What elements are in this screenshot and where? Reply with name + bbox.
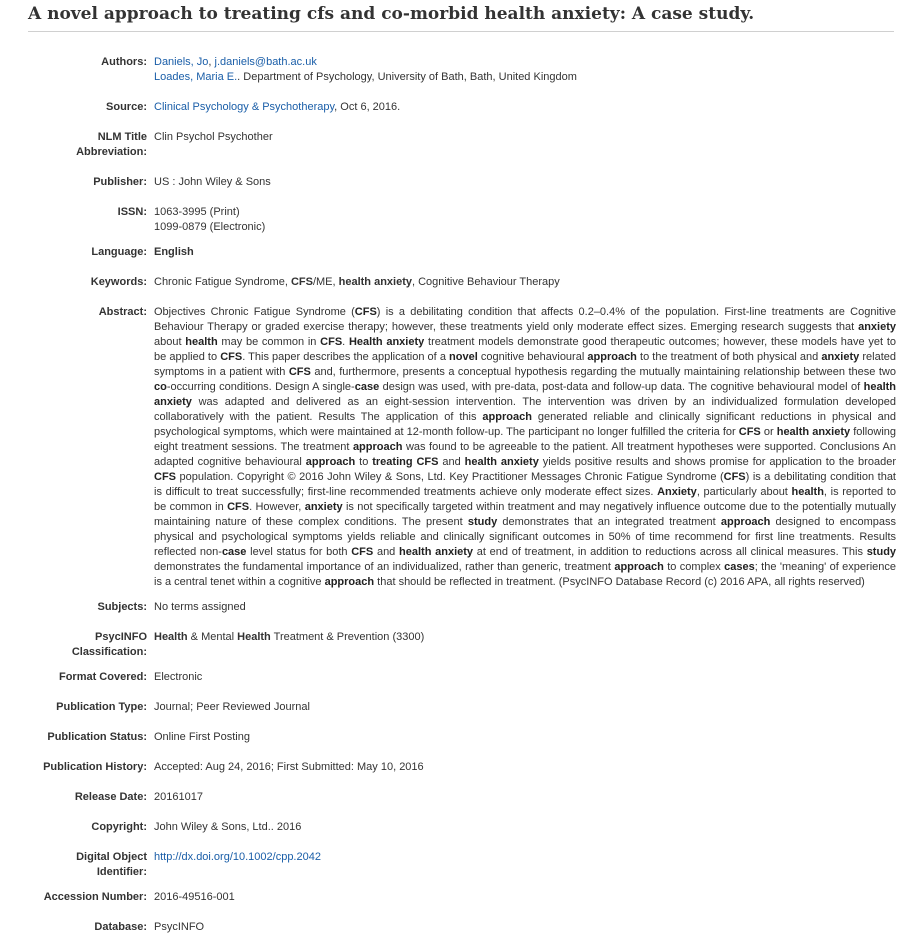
pubhistory-value: Accepted: Aug 24, 2016; First Submitted: May 10, 2016 <box>154 761 424 773</box>
doi-link[interactable]: http://dx.doi.org/10.1002/cpp.2042 <box>154 851 321 863</box>
pubstatus-label: Publication Status: <box>47 731 147 743</box>
classification-value: Health & Mental Health Treatment & Prevention (3300) <box>154 631 425 643</box>
database-label: Database: <box>94 921 147 933</box>
pubstatus-value: Online First Posting <box>154 731 250 743</box>
row-format <box>28 668 896 698</box>
title-bar <box>28 0 894 32</box>
row-keywords <box>28 273 896 303</box>
keywords-label: Keywords: <box>90 276 147 288</box>
publisher-value: US : John Wiley & Sons <box>154 176 271 188</box>
release-value: 20161017 <box>154 791 203 803</box>
nlm-label: NLM Title Abbreviation: <box>76 131 147 158</box>
source-value <box>154 98 896 128</box>
issn-label: ISSN: <box>117 206 147 218</box>
issn-value <box>154 203 896 243</box>
classification-label: PsycINFO Classification: <box>71 631 147 658</box>
database-value: PsycINFO <box>154 921 205 933</box>
row-abstract <box>28 303 896 598</box>
journal-link[interactable]: Clinical Psychology & Psychotherapy <box>154 101 335 113</box>
row-nlm <box>28 128 896 173</box>
author-link-daniels[interactable]: Daniels, Jo <box>154 56 209 68</box>
publisher-label: Publisher: <box>93 176 147 188</box>
pubhistory-label: Publication History: <box>43 761 147 773</box>
author-email-link[interactable]: j.daniels@bath.ac.uk <box>214 56 317 68</box>
copyright-value: John Wiley & Sons, Ltd.. 2016 <box>154 821 302 833</box>
row-authors <box>28 53 896 98</box>
record-title: A novel approach to treating cfs and co-morbid health anxiety: A case study. <box>28 4 755 24</box>
row-classification <box>28 628 896 668</box>
author-link-loades[interactable]: Loades, Maria E. <box>154 71 238 83</box>
author-affiliation: . Department of Psychology, University of Bath, Bath, United Kingdom <box>237 71 577 83</box>
row-copyright <box>28 818 896 848</box>
abstract-label: Abstract: <box>98 306 147 318</box>
row-accession <box>28 888 896 918</box>
keywords-value: Chronic Fatigue Syndrome, CFS/ME, health anxiety, Cognitive Behaviour Therapy <box>154 276 560 288</box>
nlm-value: Clin Psychol Psychother <box>154 131 273 143</box>
language-text: English <box>154 246 194 258</box>
row-pubtype <box>28 698 896 728</box>
format-label: Format Covered: <box>58 671 147 683</box>
accession-value: 2016-49516-001 <box>154 891 235 903</box>
issn-print: 1063-3995 (Print) <box>154 206 240 218</box>
format-value: Electronic <box>154 671 203 683</box>
accession-label: Accession Number: <box>43 891 147 903</box>
record-details <box>28 53 896 948</box>
doi-value <box>154 848 896 888</box>
row-database <box>28 918 896 948</box>
subjects-value: No terms assigned <box>154 601 246 613</box>
row-release <box>28 788 896 818</box>
language-label: Language: <box>91 246 147 258</box>
source-date: , Oct 6, 2016. <box>334 101 401 113</box>
row-language <box>28 243 896 273</box>
release-label: Release Date: <box>74 791 147 803</box>
pubtype-label: Publication Type: <box>56 701 147 713</box>
subjects-label: Subjects: <box>97 601 147 613</box>
abstract-text: Objectives Chronic Fatigue Syndrome (CFS) is a debilitating condition that affects 0.2–0.4% of the population. First-line treatments are Cognitive Behaviour Therapy or graded exercise therapy; however, these treatments yield only moderate effect sizes. Emerging research suggests that anxiety about health may be common in CFS. Health anxiety treatment models demonstrate good therapeutic outcomes; however, these models have yet to be applied to CFS. This paper describes the application of a novel cognitive behavioural approach to the treatment of both physical and anxiety related symptoms in a patient with CFS and, furthermore, presents a conceptual hypothesis regarding the mutually maintaining relationship between these two co-occurring conditions. Design A single-case design was used, with pre-data, post-data and follow-up data. The cognitive behavioural model of health anxiety was adapted and delivered as an eight-session intervention. The intervention was driven by an individualized formulation developed collaboratively with the patient. Results The application of this approach generated reliable and clinically significant reductions in physical and psychological symptoms, which were maintained at 12-month follow-up. The participant no longer fulfilled the criteria for CFS or health anxiety following eight treatment sessions. The treatment approach was found to be agreeable to the patient. All treatment hypotheses were supported. Conclusions An adapted cognitive behavioural approach to treating CFS and health anxiety yields positive results and shows promise for application to the broader CFS population. Copyright © 2016 John Wiley & Sons, Ltd. Key Practitioner Messages Chronic Fatigue Syndrome (CFS) is a debilitating condition that is difficult to treat successfully; first-line recommended treatments achieve only moderate effect sizes. Anxiety, particularly about health, is reported to be common in CFS. However, anxiety is not specifically targeted within treatment and may negatively influence outcome due to the potentially mutually maintaining nature of these complex conditions. The present study demonstrates that an integrated treatment approach designed to encompass physical and psychological symptoms yields reliable and clinically significant outcomes in 50% of time recommend for first line treatments. Results reflected non-case level status for both CFS and health anxiety at end of treatment, in addition to reductions across all clinical measures. This study demonstrates the fundamental importance of an individualized, rather than generic, treatment approach to complex cases; the 'meaning' of experience is a central tenet within a cognitive approach that should be reflected in treatment. (PsycINFO Database Record (c) 2016 APA, all rights reserved) <box>154 306 897 588</box>
row-pubstatus <box>28 728 896 758</box>
issn-electronic: 1099-0879 (Electronic) <box>154 221 266 233</box>
doi-label: Digital Object Identifier: <box>76 851 147 878</box>
pubtype-value: Journal; Peer Reviewed Journal <box>154 701 310 713</box>
row-subjects <box>28 598 896 628</box>
language-value <box>154 243 896 273</box>
row-pubhistory <box>28 758 896 788</box>
copyright-label: Copyright: <box>91 821 147 833</box>
row-publisher <box>28 173 896 203</box>
authors-label: Authors: <box>101 56 147 68</box>
row-issn <box>28 203 896 243</box>
source-label: Source: <box>106 101 147 113</box>
authors-value <box>154 53 896 98</box>
row-source <box>28 98 896 128</box>
row-doi <box>28 848 896 888</box>
author-sep: , <box>208 56 212 68</box>
